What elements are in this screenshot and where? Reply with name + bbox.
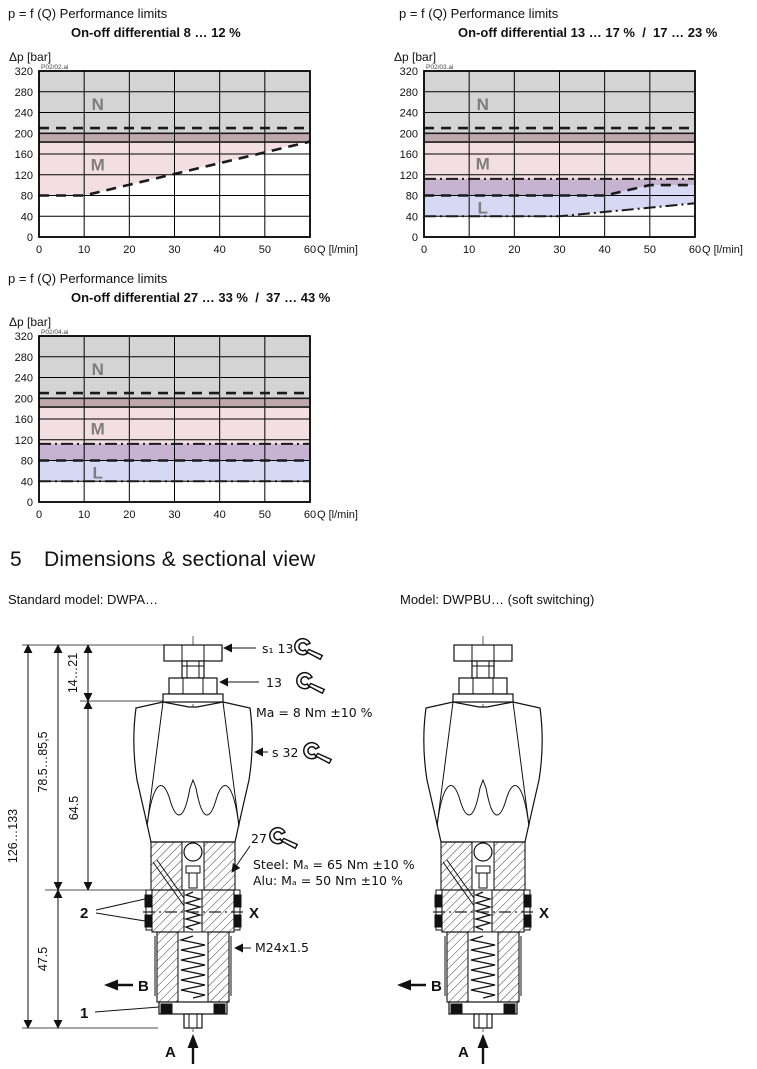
- wrench-icon: [295, 671, 327, 694]
- section-number: 5: [10, 548, 22, 571]
- y-tick-label: 240: [14, 107, 33, 120]
- x-tick-label: 0: [35, 244, 43, 256]
- y-tick-label: 40: [20, 476, 33, 489]
- y-tick-label: 280: [399, 86, 418, 99]
- x-tick-label: 60: [303, 509, 317, 521]
- section-x-label-left: X: [249, 905, 260, 922]
- y-tick-label: 200: [14, 128, 33, 141]
- zone-letter: N: [476, 95, 489, 115]
- y-tick-label: 0: [26, 232, 33, 244]
- wrench-icon: [302, 741, 334, 764]
- callout-alu-torque: Alu: Mₐ = 50 Nm ±10 %: [253, 873, 403, 888]
- callout-13: 13: [266, 675, 282, 690]
- y-axis-label: Δp [bar]: [9, 50, 52, 64]
- x-tick-label: 10: [78, 244, 91, 256]
- callout-steel-torque: Steel: Mₐ = 65 Nm ±10 %: [253, 857, 415, 872]
- zone-letter: M: [90, 419, 105, 439]
- y-axis-label: Δp [bar]: [394, 50, 437, 64]
- y-tick-label: 200: [399, 128, 418, 141]
- chart-2-subtitle: On-off differential 13 … 17 % / 17 … 23 %: [458, 25, 718, 40]
- zone-letter: M: [90, 155, 105, 175]
- callout-27: 27: [251, 831, 267, 846]
- y-tick-label: 280: [14, 86, 33, 99]
- x-tick-label: 30: [168, 244, 181, 256]
- x-tick-label: 20: [123, 509, 136, 521]
- dim-top-adjust: 14…21: [66, 652, 80, 694]
- y-tick-label: 80: [405, 190, 418, 203]
- x-axis-label: Q [l/min]: [702, 244, 743, 256]
- x-tick-label: 50: [643, 244, 656, 256]
- chart-1-subtitle: On-off differential 8 … 12 %: [71, 25, 241, 40]
- zone-letter: M: [475, 154, 490, 174]
- x-tick-label: 30: [553, 244, 566, 256]
- performance-chart-1: [0, 45, 380, 270]
- callout-thread-m24: M24x1.5: [255, 940, 309, 955]
- dim-cap-length: 78.5…85,5: [36, 731, 50, 793]
- dim-64-5: 64.5: [67, 795, 81, 821]
- chart-2-title: p = f (Q) Performance limits: [399, 6, 559, 21]
- x-tick-label: 50: [258, 509, 271, 521]
- x-tick-label: 50: [258, 244, 271, 256]
- performance-chart-3: [0, 310, 380, 535]
- right-model-label: Model: DWPBU… (soft switching): [400, 592, 595, 607]
- x-tick-label: 30: [168, 509, 181, 521]
- port-b-label-right: B: [431, 978, 442, 995]
- y-tick-label: 40: [20, 211, 33, 224]
- x-tick-label: 10: [78, 509, 91, 521]
- figure-file-label: P02/04.ai: [41, 329, 69, 336]
- port-b-label-left: B: [138, 978, 149, 995]
- zone-letter: N: [91, 95, 104, 115]
- x-axis-label: Q [l/min]: [317, 244, 358, 256]
- port-a-label-left: A: [165, 1044, 176, 1061]
- dim-lower-body: 47.5: [36, 946, 50, 972]
- item-1-label: 1: [80, 1005, 89, 1022]
- x-tick-label: 40: [213, 509, 226, 521]
- x-tick-label: 40: [213, 244, 226, 256]
- x-tick-label: 60: [688, 244, 702, 256]
- y-tick-label: 40: [405, 211, 418, 224]
- section-title: Dimensions & sectional view: [44, 548, 316, 571]
- chart-3-subtitle: On-off differential 27 … 33 % / 37 … 43 %: [71, 290, 331, 305]
- y-tick-label: 0: [26, 497, 33, 509]
- x-tick-label: 10: [463, 244, 476, 256]
- chart-1-title: p = f (Q) Performance limits: [8, 6, 168, 21]
- x-tick-label: 60: [303, 244, 317, 256]
- figure-file-label: P02/02.ai: [41, 64, 69, 71]
- y-tick-label: 320: [399, 66, 418, 78]
- left-valve-drawing: [134, 636, 252, 1062]
- zone-letter: L: [477, 198, 488, 218]
- figure-file-label: P02/03.ai: [426, 64, 454, 71]
- section-heading: [10, 548, 316, 572]
- left-model-label: Standard model: DWPA…: [8, 592, 159, 607]
- y-tick-label: 320: [14, 66, 33, 78]
- x-tick-label: 0: [420, 244, 428, 256]
- x-tick-label: 20: [123, 244, 136, 256]
- y-axis-label: Δp [bar]: [9, 315, 52, 329]
- zone-letter: L: [92, 463, 103, 483]
- zone-letter: N: [91, 360, 104, 380]
- y-tick-label: 160: [14, 149, 33, 161]
- dim-overall-length: 126…133: [6, 808, 20, 864]
- y-tick-label: 120: [14, 434, 33, 447]
- chart-3-title: p = f (Q) Performance limits: [8, 271, 168, 286]
- callout-s32: s 32: [272, 745, 299, 760]
- y-tick-label: 240: [14, 372, 33, 385]
- port-a-label-right: A: [458, 1044, 469, 1061]
- callout-ma-torque: Ma = 8 Nm ±10 %: [256, 705, 373, 720]
- x-axis-label: Q [l/min]: [317, 509, 358, 521]
- y-tick-label: 160: [399, 149, 418, 161]
- x-tick-label: 40: [598, 244, 611, 256]
- section-x-label-right: X: [539, 905, 550, 922]
- y-tick-label: 320: [14, 331, 33, 343]
- callout-s1-13: s₁ 13: [262, 641, 294, 656]
- y-tick-label: 280: [14, 351, 33, 364]
- x-tick-label: 20: [508, 244, 521, 256]
- wrench-icon: [268, 826, 300, 849]
- sectional-drawings: [0, 630, 757, 1069]
- right-valve-drawing: [424, 636, 542, 1062]
- performance-chart-2: [385, 45, 757, 270]
- x-tick-label: 0: [35, 509, 43, 521]
- wrench-icon: [293, 637, 325, 660]
- y-tick-label: 120: [14, 169, 33, 182]
- y-tick-label: 160: [14, 414, 33, 426]
- y-tick-label: 200: [14, 393, 33, 406]
- y-tick-label: 120: [399, 169, 418, 182]
- y-tick-label: 80: [20, 455, 33, 468]
- y-tick-label: 240: [399, 107, 418, 120]
- item-2-label: 2: [80, 905, 89, 922]
- y-tick-label: 80: [20, 190, 33, 203]
- y-tick-label: 0: [411, 232, 418, 244]
